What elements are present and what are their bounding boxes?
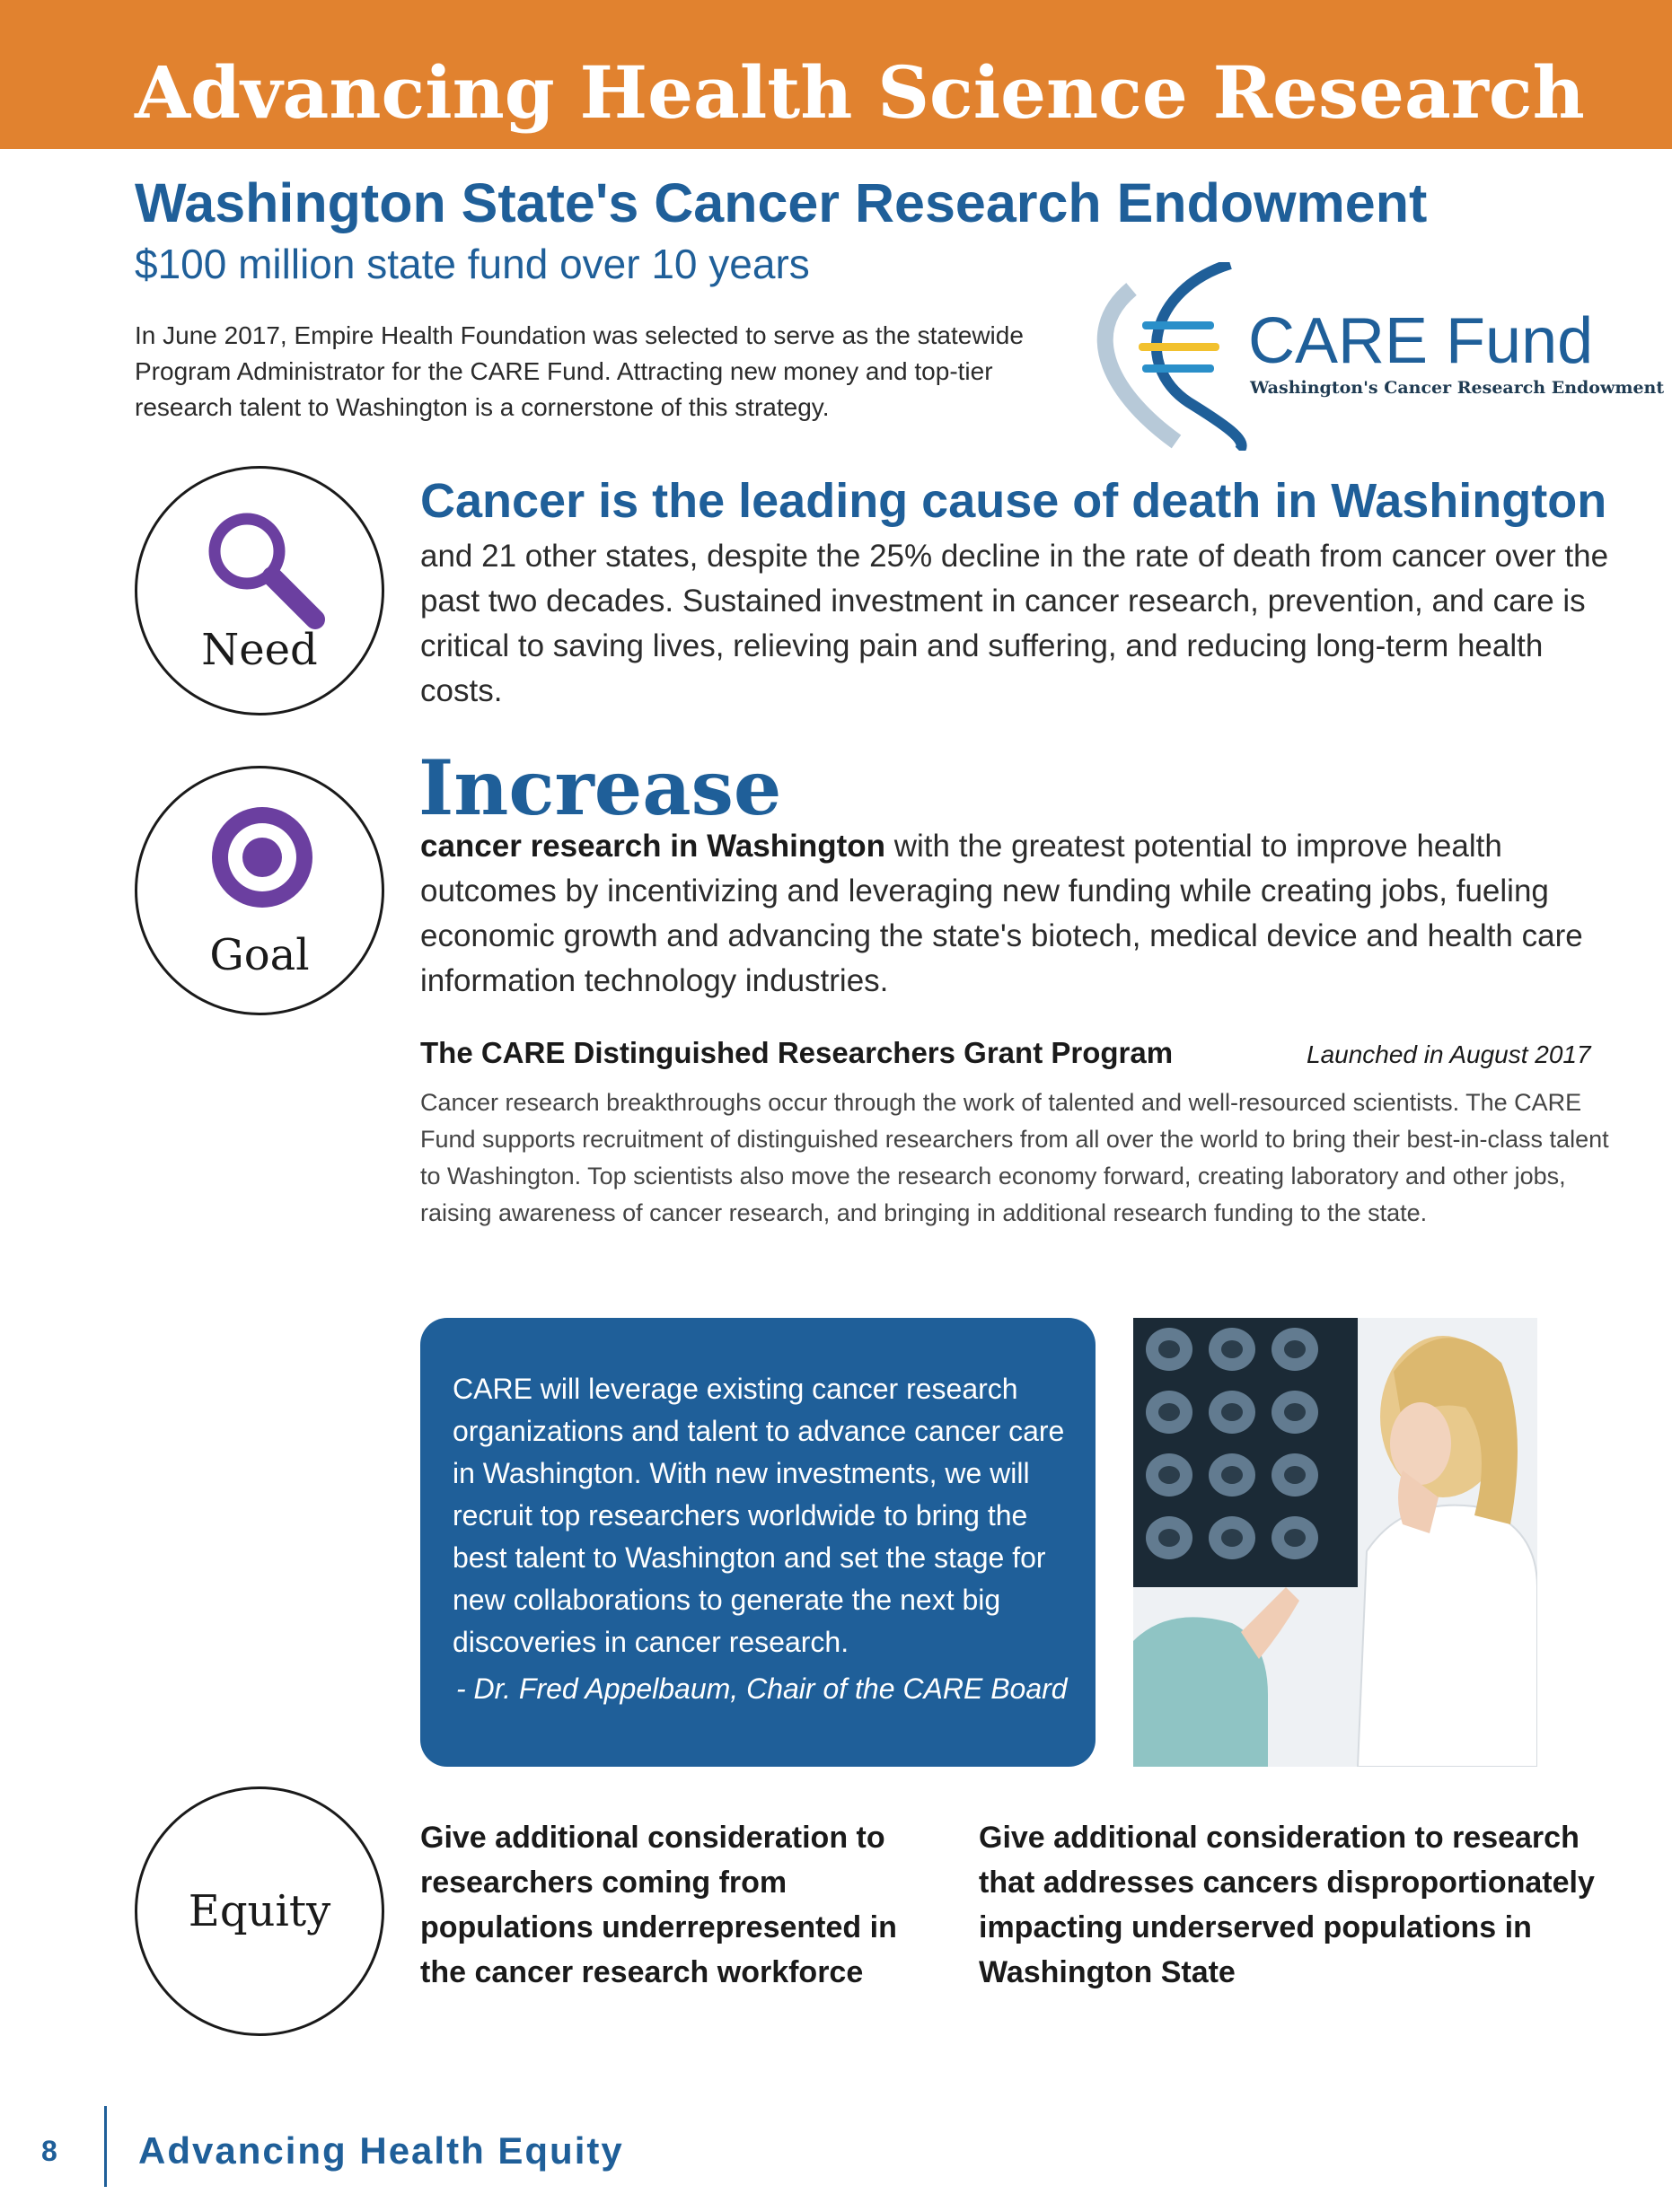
page-title: Advancing Health Science Research <box>135 50 1585 135</box>
need-text: and 21 other states, despite the 25% decline in the rate of death from cancer over the past two decades. Sustained investment in cancer research, prevention, and care is critical to saving lives, relieving pain and suffering, and reducing long-term health costs. <box>420 539 1609 708</box>
goal-body: with the greatest potential to improve health outcomes by incentivizing and leveraging new funding while creating jobs, fueling economic growth and advancing the state's biotech, medical device and health care information technology industries. <box>420 829 1583 998</box>
target-icon <box>204 799 321 916</box>
helix-bar-3 <box>1142 364 1214 373</box>
goal-circle <box>135 766 384 1015</box>
need-label: Need <box>201 625 318 675</box>
helix-strand-dark <box>1157 264 1242 451</box>
equity-point-1: Give additional consideration to researchers coming from populations underrepresented in the cancer research workforce <box>420 1821 897 1989</box>
quote-text: CARE will leverage existing cancer research organizations and talent to advance cancer care in Washington. With new investments, we will recruit top researchers worldwide to bring the best talent to Washington and set the stage for new collaborations to generate the next big discoveries in cancer research. <box>453 1373 1065 1658</box>
page-number: 8 <box>41 2135 57 2167</box>
equity-label: Equity <box>188 1886 331 1936</box>
goal-heading: Increase <box>418 743 782 832</box>
helix-bar-2 <box>1139 343 1219 351</box>
doctors-xray-photo <box>1133 1318 1537 1767</box>
helix-bar-1 <box>1142 321 1214 329</box>
quote-attribution: - Dr. Fred Appelbaum, Chair of the CARE Board <box>456 1672 1068 1705</box>
magnifying-glass-icon <box>200 506 335 641</box>
goal-text <box>420 824 1615 1004</box>
need-circle <box>135 466 384 715</box>
section-subtitle: $100 million state fund over 10 years <box>135 241 810 287</box>
logo-tagline: Washington's Cancer Research Endowment <box>1250 378 1665 398</box>
equity-point-2: Give additional consideration to research that addresses cancers disproportionately impacting underserved populations in Washington State <box>979 1821 1595 1989</box>
goal-label: Goal <box>209 930 310 980</box>
grant-text: Cancer research breakthroughs occur through the work of talented and well-resourced scientists. The CARE Fund supports recruitment of distinguished researchers from all over the world to bring their best-in-class talent to Washington. Top scientists also move the research economy forward, creating laboratory and other jobs, raising awareness of cancer research, and bringing in additional research funding to the state. <box>420 1089 1609 1226</box>
equity-circle <box>135 1786 384 2036</box>
logo-name: CARE Fund <box>1248 305 1594 377</box>
grant-launch-date: Launched in August 2017 <box>1307 1040 1591 1068</box>
footer-divider <box>104 2106 107 2187</box>
footer-title: Advancing Health Equity <box>138 2129 624 2172</box>
brain-scan-film <box>1133 1318 1358 1587</box>
section-title: Washington State's Cancer Research Endowment <box>135 172 1428 233</box>
grant-title: The CARE Distinguished Researchers Grant Program <box>420 1036 1174 1069</box>
doctor-figure <box>1358 1336 1537 1767</box>
goal-bold-lead: cancer research in Washington <box>420 829 886 864</box>
intro-paragraph: In June 2017, Empire Health Foundation was selected to serve as the statewide Program Administrator for the CARE Fund. Attracting new money and top-tier research talent to Washington is a cornerstone of this strategy. <box>135 321 1024 421</box>
need-heading: Cancer is the leading cause of death in Washington <box>420 474 1607 528</box>
